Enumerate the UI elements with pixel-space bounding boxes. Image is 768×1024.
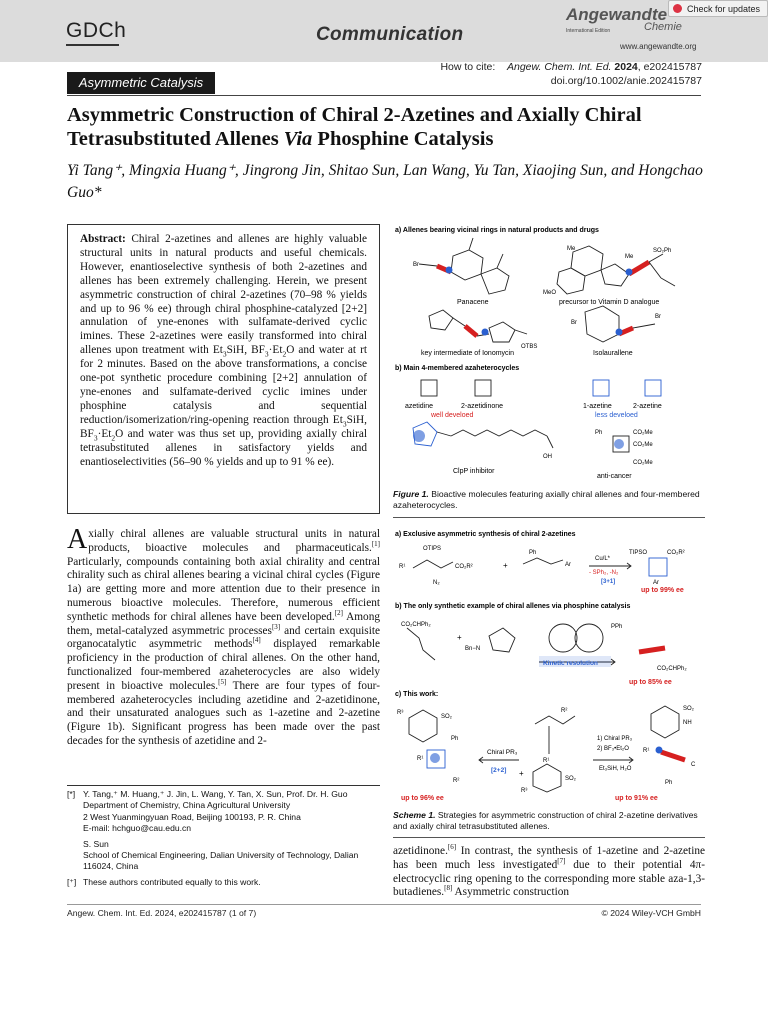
svg-text:Ph: Ph xyxy=(451,736,459,742)
svg-text:Me: Me xyxy=(567,246,576,252)
section-label: Communication xyxy=(316,24,464,45)
reference-link[interactable]: [1] xyxy=(371,540,380,549)
azetidinone-label: 2-azetidinone xyxy=(461,403,504,410)
society-logo: GDCh xyxy=(66,19,127,42)
journal-website[interactable]: www.angewandte.org xyxy=(620,42,697,51)
figure-1 xyxy=(393,224,705,484)
sch1-c-yield-right: up to 91% ee xyxy=(615,795,658,802)
svg-text:PPh: PPh xyxy=(611,624,623,630)
figure-1-graphic xyxy=(393,224,705,484)
svg-text:Br: Br xyxy=(571,320,577,326)
svg-text:CO₂CHPh₂: CO₂CHPh₂ xyxy=(657,666,687,672)
citation-journal: Angew. Chem. Int. Ed. xyxy=(506,61,612,73)
azetine2-label: 2-azetine xyxy=(633,403,662,410)
abstract-box: Abstract: Chiral 2-azetines and allenes are highly valuable structural units in natural products and useful chemicals. However, enantioselective synthesis of both 2-azetines and allenes has been extremely challenging. Herein, we present asymmetric construction of chiral 2-azetines (70–98 % yields and up to 96 % ee) through chiral phosphine-catalyzed [2+2] annulation of yne-enones with sulfamate-derived cyclic imines. These 2-azetines were easily transformed into chiral allenes upon treatment with $Et_3SiH$, $BF_3\cdot Et_2O$ and water at rt for 2 minutes. Based on the above transformations, a concise one-pot synthetic procedure combining [2+2] annulation of yne-enones and sulfamate-derived cyclic imines under phosphine catalysis and sequential reduction/isomerization/ring-opening reaction through $Et_3SiH$, $BF_3\cdot Et_2O$ and water was thus set up, providing axially chiral tetrasubstituted allenes in satisfactory yields and enantioselectivities (56–90 % yields and up to 91 % ee). xyxy=(67,224,380,514)
sch1-c-type: [2+2] xyxy=(491,767,507,774)
azetine1-ring xyxy=(593,380,609,396)
isolaurallene-label: Isolaurallene xyxy=(593,350,633,357)
footer-divider xyxy=(67,904,701,905)
article-title: Asymmetric Construction of Chiral 2-Azetines and Axially Chiral Tetrasubstituted Allenes Via Phosphine Catalysis xyxy=(67,104,642,150)
svg-text:Ph: Ph xyxy=(595,430,603,436)
svg-text:+: + xyxy=(503,561,508,570)
cyclic-imine xyxy=(533,764,561,792)
update-badge-icon xyxy=(673,4,682,13)
journal-logo: Angewandte xyxy=(566,5,668,24)
svg-text:R¹: R¹ xyxy=(399,564,406,570)
svg-text:SO₂Ph: SO₂Ph xyxy=(653,248,672,254)
reference-link[interactable]: [5] xyxy=(218,678,227,686)
diazo-reactant xyxy=(413,560,453,568)
azetidine-label: azetidine xyxy=(405,403,434,410)
citation-article: e202415787 xyxy=(643,61,702,73)
body-text-left: Axially chiral allenes are valuable structural units in natural products, bioactive molecules and pharmaceuticals.[1] Particularly, compounds containing both axial chirality and central chirality such as chiral allenes bearing a vicinal chiral cycles (Figure 1a) are getting more and more attention due to their presence in numerous bioactive molecules. Therefore, numerous efficient synthetic methods for chiral allenes have been developed.[2] Among them, metal-catalyzed asymmetric processes[3] and certain exquisite organocatalytic asymmetric methods[4] displayed remarkable proficiency in the production of chiral allenes. On the other hand, functionalized four-membered azaheterocycles are also widely present in bioactive molecules.[5] There are four types of four-membered azaheterocycles including azetidine and 2-azetidinone, and their unsaturated analogues such as 1-azetine and 2-azetine (Figure 1b). Significant progress has been made over the past decades for the synthesis of azetidine and 2- xyxy=(67,524,381,747)
svg-text:SO₂: SO₂ xyxy=(565,776,576,782)
spiro-catalyst xyxy=(549,624,577,652)
svg-text:TIPSO: TIPSO xyxy=(629,550,648,556)
svg-text:CO₂Me: CO₂Me xyxy=(633,442,653,448)
reference-link[interactable]: [7] xyxy=(557,857,566,866)
sch1-a-byproduct: - SPh₂, -N₂ xyxy=(589,570,619,576)
svg-text:NH: NH xyxy=(683,720,692,726)
svg-text:R¹: R¹ xyxy=(643,748,650,754)
citation-doi[interactable]: doi.org/10.1002/anie.202415787 xyxy=(550,75,702,87)
anticancer-label: anti-cancer xyxy=(597,473,632,480)
sch1-c-step3: Et₃SiH, H₂O xyxy=(599,766,632,772)
page-footer-citation: Angew. Chem. Int. Ed. 2024, e202415787 (1 of 7) xyxy=(67,908,257,918)
page-footer-copyright: © 2024 Wiley-VCH GmbH xyxy=(601,908,701,918)
svg-text:CO₂R²: CO₂R² xyxy=(667,550,685,556)
vitd-label: precursor to Vitamin D analogue xyxy=(559,299,660,306)
figure-1-caption: Figure 1. Bioactive molecules featuring axially chiral allenes and four-membered azaheterocycles. xyxy=(393,489,700,510)
svg-text:Ph: Ph xyxy=(665,780,673,786)
reference-link[interactable]: [2] xyxy=(334,609,343,618)
svg-text:Br: Br xyxy=(413,262,419,268)
divider xyxy=(67,95,701,96)
ionomycin-structure xyxy=(429,310,527,342)
sulfilimine-reactant xyxy=(523,558,563,564)
svg-text:Ar: Ar xyxy=(653,580,659,586)
scheme-1-caption: Scheme 1. Strategies for asymmetric construction of chiral 2-azetine derivatives and axially chiral tetrasubstituted allenes. xyxy=(393,810,698,831)
footnotes: [*] Y. Tang,⁺ M. Huang,⁺ J. Jin, L. Wang, Y. Tan, X. Sun, Prof. Dr. H. Guo Department of Chemistry, China Agricultural University 2 West Yuanmingyuan Road, Beijing 100193, P. R. China E-mail: hchguo@cau.edu.cn S. Sun School of Chemical Engineering, Dalian University of Technology, Dalian 116024, China [⁺] These authors contributed equally to this work. xyxy=(67,789,359,887)
svg-text:Ar: Ar xyxy=(565,562,571,568)
fig1-panel-b-title: b) Main 4-membered azaheterocycles xyxy=(395,365,520,372)
panacene-structure xyxy=(419,238,509,294)
society-logo-underline xyxy=(66,44,119,46)
reference-link[interactable]: [6] xyxy=(447,843,457,852)
svg-text:MeO: MeO xyxy=(543,290,557,296)
footnote-divider xyxy=(67,785,380,786)
svg-text:SO₂: SO₂ xyxy=(683,706,694,712)
author-list: Yi Tang⁺, Mingxia Huang⁺, Jingrong Jin, Shitao Sun, Lan Wang, Yu Tan, Xiaojing Sun, and Hongchao Guo* xyxy=(67,162,703,201)
sch1-b-yield: up to 85% ee xyxy=(629,679,672,686)
sch1-a-yield: up to 99% ee xyxy=(641,587,684,594)
svg-text:CO₂Me: CO₂Me xyxy=(633,430,653,436)
isolaurallene-structure xyxy=(585,306,655,342)
citation-block: How to cite: Angew. Chem. Int. Ed. 2024, e202415787 doi.org/10.1002/anie.202415787 xyxy=(440,61,702,87)
category-tag: Asymmetric Catalysis xyxy=(67,72,215,94)
azetine2-ring xyxy=(645,380,661,396)
panacene-label: Panacene xyxy=(457,299,489,306)
reference-link[interactable]: [4] xyxy=(252,636,261,645)
svg-text:Ph: Ph xyxy=(529,550,537,556)
author-email[interactable]: E-mail: hchguo@cau.edu.cn xyxy=(83,823,192,834)
reference-link[interactable]: [8] xyxy=(444,884,453,893)
sch1-b-kinetic-resolution: Kinetic resolution xyxy=(543,660,598,667)
sch1-c-yield-left: up to 96% ee xyxy=(401,795,444,802)
sch1-c-catalyst: Chiral PR₃ xyxy=(487,749,518,756)
svg-text:CO₂CHPh₂: CO₂CHPh₂ xyxy=(401,622,431,628)
sch1-a-catalyst: Cu/L* xyxy=(595,556,611,562)
svg-text:CO₂Me: CO₂Me xyxy=(633,460,653,466)
scheme-1 xyxy=(393,528,705,805)
sch1-panel-c-title: c) This work: xyxy=(395,691,439,698)
how-to-cite: How to cite: xyxy=(440,61,496,73)
svg-text:Br: Br xyxy=(655,314,661,320)
svg-text:OH: OH xyxy=(543,454,552,460)
well-developed-label: well develoed xyxy=(431,412,474,419)
journal-header xyxy=(0,0,768,62)
svg-text:R²: R² xyxy=(561,708,568,714)
divider xyxy=(393,517,705,518)
yne-enone xyxy=(535,716,575,724)
svg-text:Me: Me xyxy=(625,254,634,260)
allene-racemate xyxy=(407,628,435,660)
svg-text:R²: R² xyxy=(453,778,460,784)
svg-text:R³: R³ xyxy=(521,788,528,794)
benzo-ring-left xyxy=(409,710,437,742)
svg-text:+: + xyxy=(457,633,462,642)
chiral-allene-product xyxy=(639,648,665,652)
svg-text:CO₂R²: CO₂R² xyxy=(455,564,473,570)
divider xyxy=(393,837,705,838)
drop-cap: A xyxy=(67,524,88,555)
sch1-c-step1: 1) Chiral PR₃ xyxy=(597,736,633,742)
reference-link[interactable]: [3] xyxy=(271,622,281,631)
body-text-right: azetidinone.[6] In contrast, the synthesis of 1-azetine and 2-azetine has been much less investigated[7] due to their potential 4π-electrocyclic ring opening to the corresponding more stable aza-1,3-butadienes.[8] Asymmetric construction xyxy=(393,843,705,899)
scheme-1-graphic xyxy=(393,528,705,805)
azetine1-label: 1-azetine xyxy=(583,403,612,410)
svg-text:N₂: N₂ xyxy=(433,580,440,586)
pyrrolidinone xyxy=(489,628,515,652)
less-developed-label: less develoed xyxy=(595,412,638,419)
chiral-allene-product-c xyxy=(661,752,685,760)
svg-text:SO₂: SO₂ xyxy=(441,714,452,720)
journal-logo-sub: Chemie xyxy=(644,21,682,33)
svg-text:OTBS: OTBS xyxy=(521,344,538,350)
sch1-panel-a-title: a) Exclusive asymmetric synthesis of chiral 2-azetines xyxy=(395,531,576,538)
azetine-product-a xyxy=(649,558,667,576)
citation-year: 2024 xyxy=(614,61,638,73)
abstract-label: Abstract: xyxy=(80,233,126,245)
ionomycin-label: key intermediate of Ionomycin xyxy=(421,350,514,357)
sch1-panel-b-title: b) The only synthetic example of chiral allenes via phosphine catalysis xyxy=(395,603,631,610)
azetidine-ring xyxy=(421,380,437,396)
azetidinone-ring xyxy=(475,380,491,396)
fig1-panel-a-title: a) Allenes bearing vicinal rings in natural products and drugs xyxy=(395,227,599,234)
svg-text:C: C xyxy=(691,762,696,768)
svg-text:R¹: R¹ xyxy=(417,756,424,762)
sch1-a-type: [3+1] xyxy=(601,579,616,585)
svg-text:OTIPS: OTIPS xyxy=(423,546,442,552)
journal-logo-edition: International Edition xyxy=(566,28,611,34)
benzo-ring-right xyxy=(651,706,679,738)
check-for-updates-button[interactable] xyxy=(668,0,768,17)
svg-text:R¹: R¹ xyxy=(543,758,550,764)
svg-text:+: + xyxy=(519,769,524,778)
check-for-updates-label: Check for updates xyxy=(687,4,761,14)
clpp-structure xyxy=(413,422,553,448)
svg-text:R³: R³ xyxy=(397,710,404,716)
sch1-c-step2: 2) BF₃•Et₂O xyxy=(597,746,629,752)
clpp-label: ClpP inhibitor xyxy=(453,468,495,475)
svg-text:Bn−N: Bn−N xyxy=(465,646,481,652)
